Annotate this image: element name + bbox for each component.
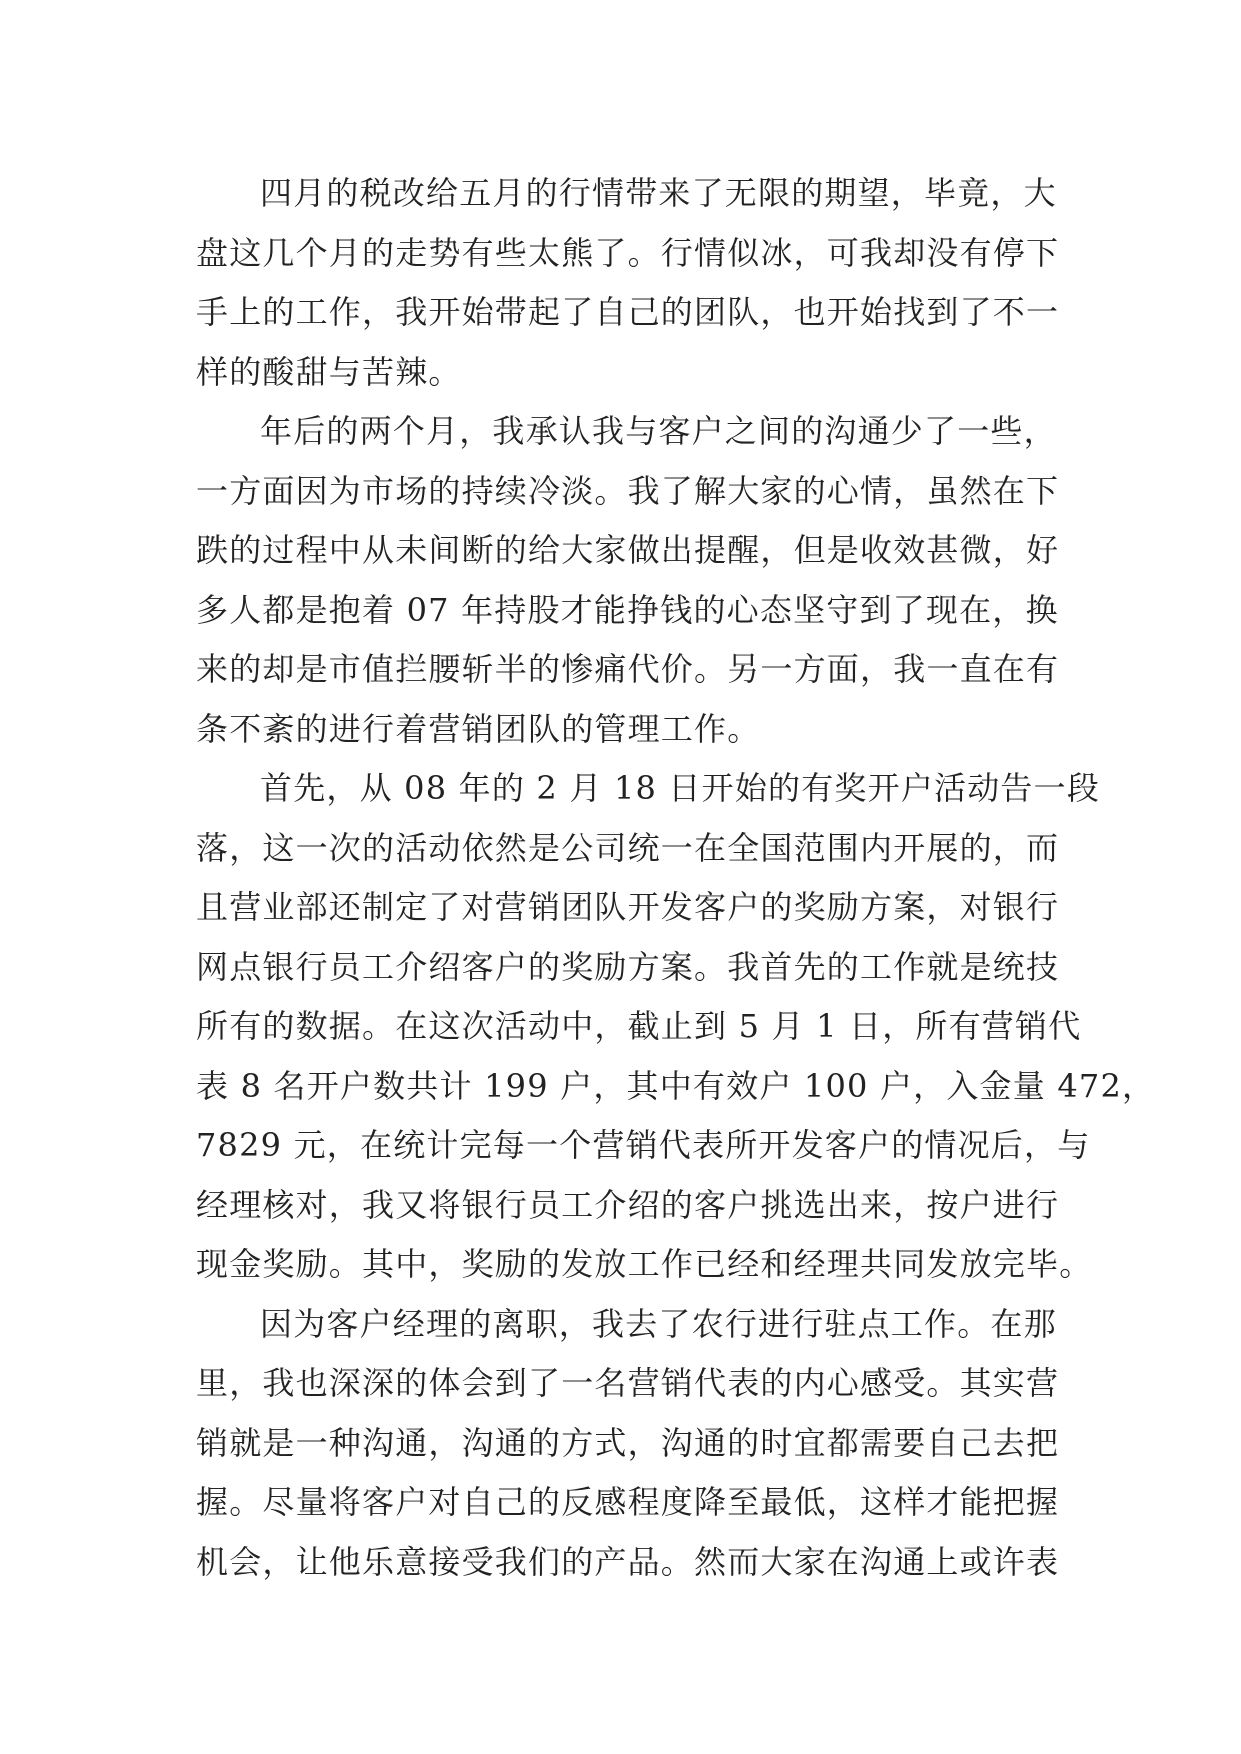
text-line: 机会，让他乐意接受我们的产品。然而大家在沟通上或许表 [196, 1542, 1060, 1581]
text-line: 首先，从 08 年的 2 月 18 日开始的有奖开户活动告一段 [260, 769, 1101, 807]
text-line: 网点银行员工介绍客户的奖励方案。我首先的工作就是统技 [196, 947, 1060, 986]
text-line: 四月的税改给五月的行情带来了无限的期望，毕竟，大 [260, 174, 1057, 212]
paragraph [196, 164, 1060, 402]
text-line: 握。尽量将客户对自己的反感程度降至最低，这样才能把握 [196, 1483, 1060, 1521]
text-line: 年后的两个月，我承认我与客户之间的沟通少了一些， [260, 412, 1057, 450]
text-line: 经理核对，我又将银行员工介绍的客户挑选出来，按户进行 [196, 1185, 1060, 1224]
document-body [196, 164, 1156, 1592]
paragraph [196, 402, 1060, 759]
text-line: 销就是一种沟通，沟通的方式，沟通的时宜都需要自己去把 [196, 1423, 1060, 1462]
text-line: 手上的工作，我开始带起了自己的团队，也开始找到了不一 [196, 293, 1060, 331]
text-line: 条不紊的进行着营销团队的管理工作。 [196, 709, 761, 748]
text-line: 里，我也深深的体会到了一名营销代表的内心感受。其实营 [196, 1364, 1060, 1402]
text-line: 样的酸甜与苦辣。 [196, 352, 462, 391]
text-line: 且营业部还制定了对营销团队开发客户的奖励方案，对银行 [196, 888, 1060, 926]
text-line: 现金奖励。其中，奖励的发放工作已经和经理共同发放完毕。 [196, 1245, 1093, 1283]
text-line: 因为客户经理的离职，我去了农行进行驻点工作。在那 [260, 1304, 1057, 1343]
text-line: 表 8 名开户数共计 199 户，其中有效户 100 户，入金量 472， [196, 1066, 1156, 1105]
text-line: 盘这几个月的走势有些太熊了。行情似冰，可我却没有停下 [196, 233, 1060, 272]
text-line: 落，这一次的活动依然是公司统一在全国范围内开展的，而 [196, 828, 1060, 867]
text-line: 来的却是市值拦腰斩半的惨痛代价。另一方面，我一直在有 [196, 650, 1060, 688]
text-line: 一方面因为市场的持续冷淡。我了解大家的心情，虽然在下 [196, 471, 1060, 510]
paragraph [196, 1295, 1060, 1593]
text-line: 多人都是抱着 07 年持股才能挣钱的心态坚守到了现在，换 [196, 590, 1059, 629]
text-line: 7829 元，在统计完每一个营销代表所开发客户的情况后，与 [196, 1126, 1091, 1164]
paragraph [196, 759, 1156, 1295]
text-line: 所有的数据。在这次活动中，截止到 5 月 1 日，所有营销代 [196, 1007, 1082, 1045]
text-line: 跌的过程中从未间断的给大家做出提醒，但是收效甚微，好 [196, 531, 1060, 569]
